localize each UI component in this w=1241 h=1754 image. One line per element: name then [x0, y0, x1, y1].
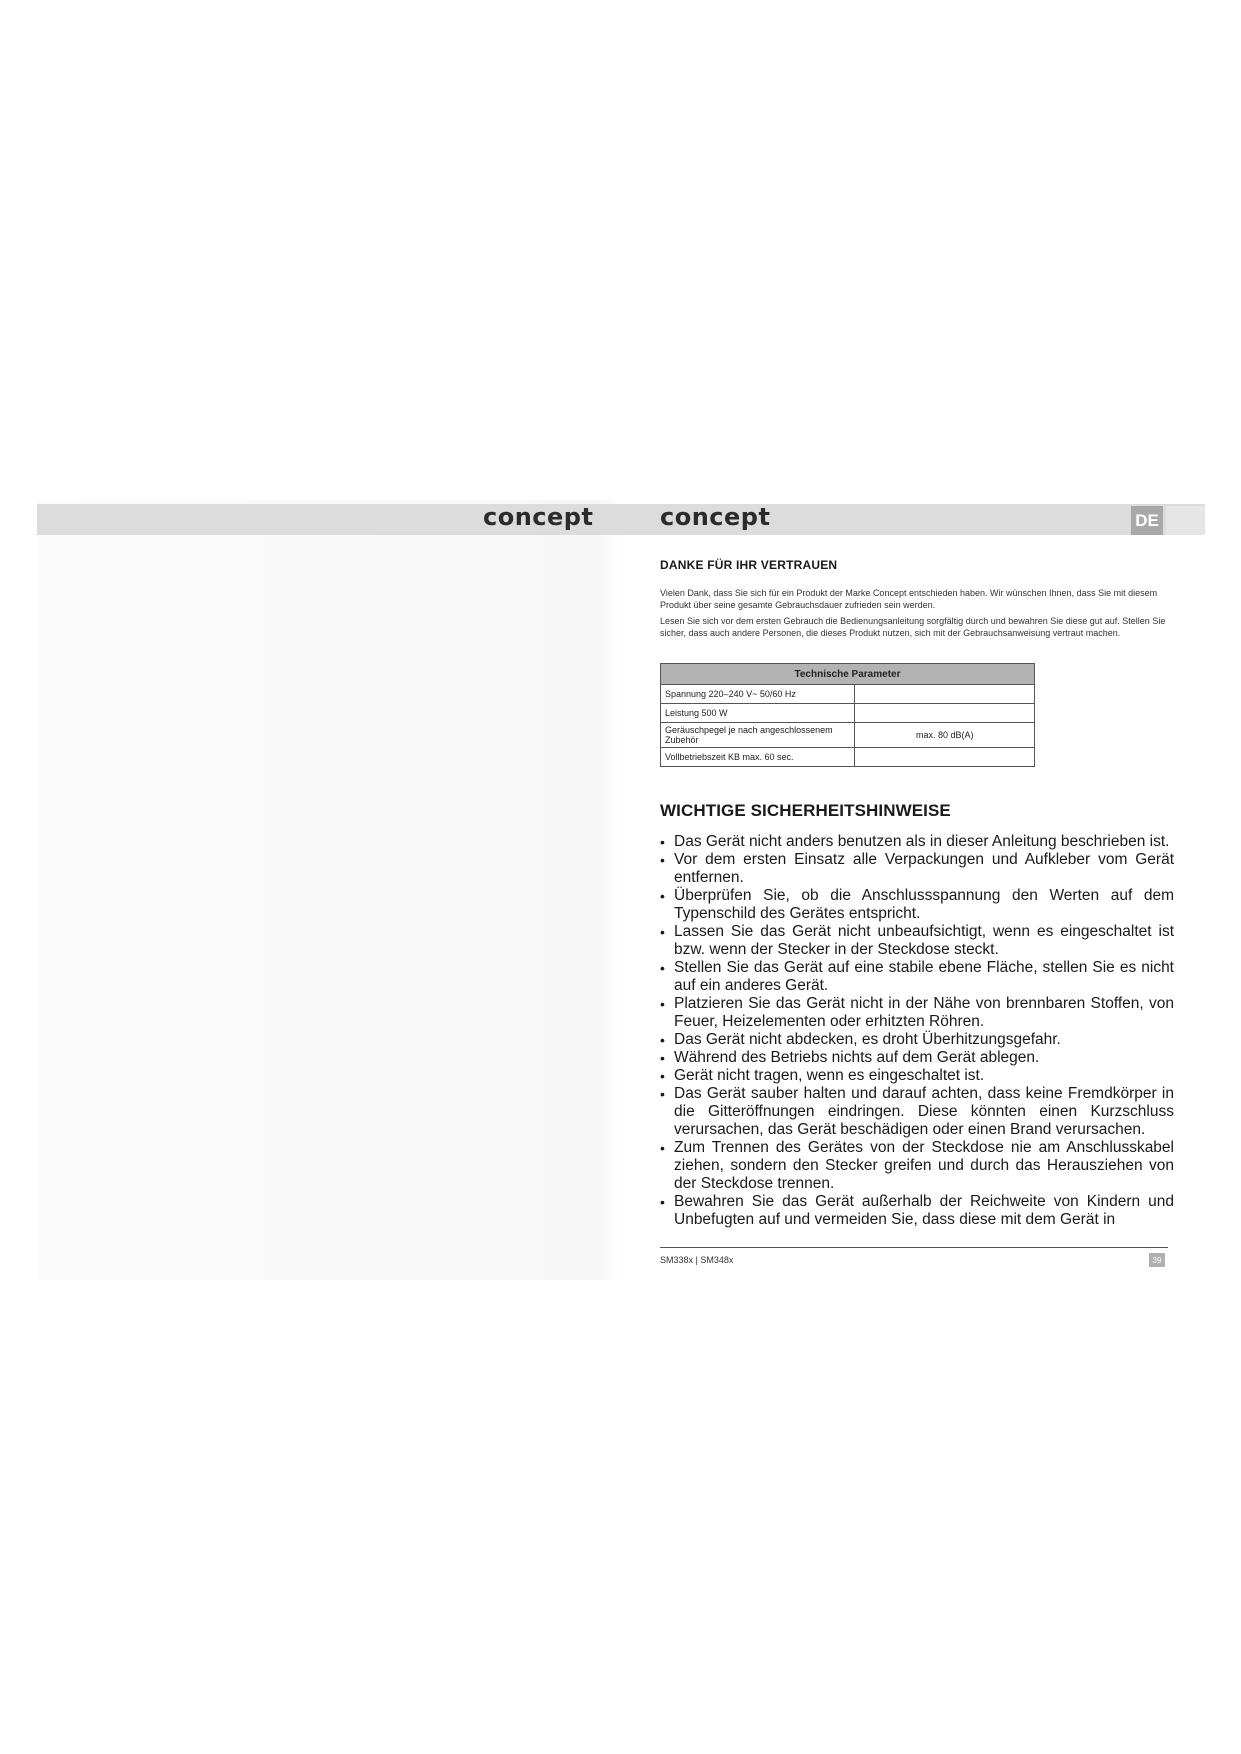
table-row: [661, 704, 1035, 723]
list-item: • Das Gerät nicht abdecken, es droht Überhitzungsgefahr.: [660, 1031, 1174, 1049]
table-row: [661, 723, 1035, 748]
technical-parameters-table: [660, 663, 1035, 767]
param-label: Spannung 220–240 V~ 50/60 Hz: [661, 685, 855, 704]
header-bar: [37, 504, 1205, 535]
thanks-heading: DANKE FÜR IHR VERTRAUEN: [660, 558, 838, 572]
list-item: • Platzieren Sie das Gerät nicht in der Nähe von brennbaren Stoffen, von Feuer, Heizelementen oder erhitzten Röhren.: [660, 995, 1174, 1031]
brand-logo-left: concept: [483, 503, 594, 531]
list-item: • Das Gerät sauber halten und darauf achten, dass keine Fremdkörper in die Gitteröffnungen eindringen. Diese könnten einen Kurzschluss verursachen, das Gerät beschädigen oder einen Brand verursachen.: [660, 1085, 1174, 1139]
param-value: [855, 704, 1035, 723]
language-badge: DE: [1131, 506, 1163, 535]
param-value: [855, 685, 1035, 704]
footer-divider: [660, 1247, 1168, 1248]
list-item: • Das Gerät nicht anders benutzen als in dieser Anleitung beschrieben ist.: [660, 833, 1174, 851]
intro-paragraph-2: Lesen Sie sich vor dem ersten Gebrauch die Bedienungsanleitung sorgfältig durch und bewahren Sie diese gut auf. Stellen Sie sicher, dass auch andere Personen, die dieses Produkt nutzen, sich mit der Gebrauchsanweisung vertraut machen.: [660, 616, 1166, 638]
list-item: • Stellen Sie das Gerät auf eine stabile ebene Fläche, stellen Sie es nicht auf ein anderes Gerät.: [660, 959, 1174, 995]
header-cap: [1166, 506, 1205, 535]
param-label: Vollbetriebszeit KB max. 60 sec.: [661, 748, 855, 767]
footer-model: SM338x | SM348x: [660, 1255, 734, 1265]
param-label: Geräuschpegel je nach angeschlossenem Zubehör: [661, 723, 855, 748]
list-item: • Lassen Sie das Gerät nicht unbeaufsichtigt, wenn es eingeschaltet ist bzw. wenn der Stecker in der Steckdose steckt.: [660, 923, 1174, 959]
list-item: • Zum Trennen des Gerätes von der Steckdose nie am Anschlusskabel ziehen, sondern den Stecker greifen und durch das Herausziehen von der Steckdose trennen.: [660, 1139, 1174, 1193]
list-item: • Überprüfen Sie, ob die Anschlussspannung den Werten auf dem Typenschild des Gerätes entspricht.: [660, 887, 1174, 923]
param-value: max. 80 dB(A): [855, 723, 1035, 748]
list-item: • Vor dem ersten Einsatz alle Verpackungen und Aufkleber vom Gerät entfernen.: [660, 851, 1174, 887]
main-content: [660, 558, 1174, 1229]
brand-logo-right: concept: [660, 503, 771, 531]
table-row: [661, 748, 1035, 767]
list-item: • Gerät nicht tragen, wenn es eingeschaltet ist.: [660, 1067, 1174, 1085]
param-label: Leistung 500 W: [661, 704, 855, 723]
safety-list: [660, 833, 1174, 1229]
table-title: Technische Parameter: [661, 664, 1035, 685]
list-item: • Bewahren Sie das Gerät außerhalb der Reichweite von Kindern und Unbefugten auf und vermeiden Sie, dass diese mit dem Gerät in: [660, 1193, 1174, 1229]
table-row: [661, 685, 1035, 704]
list-item: • Während des Betriebs nichts auf dem Gerät ablegen.: [660, 1049, 1174, 1067]
param-value: [855, 748, 1035, 767]
intro-paragraph-1: Vielen Dank, dass Sie sich für ein Produkt der Marke Concept entschieden haben. Wir wünschen Ihnen, dass Sie mit diesem Produkt über seine gesamte Gebrauchsdauer zufrieden sein werden.: [660, 588, 1158, 610]
page-number: 39: [1149, 1253, 1165, 1267]
safety-heading: WICHTIGE SICHERHEITSHINWEISE: [660, 801, 951, 820]
